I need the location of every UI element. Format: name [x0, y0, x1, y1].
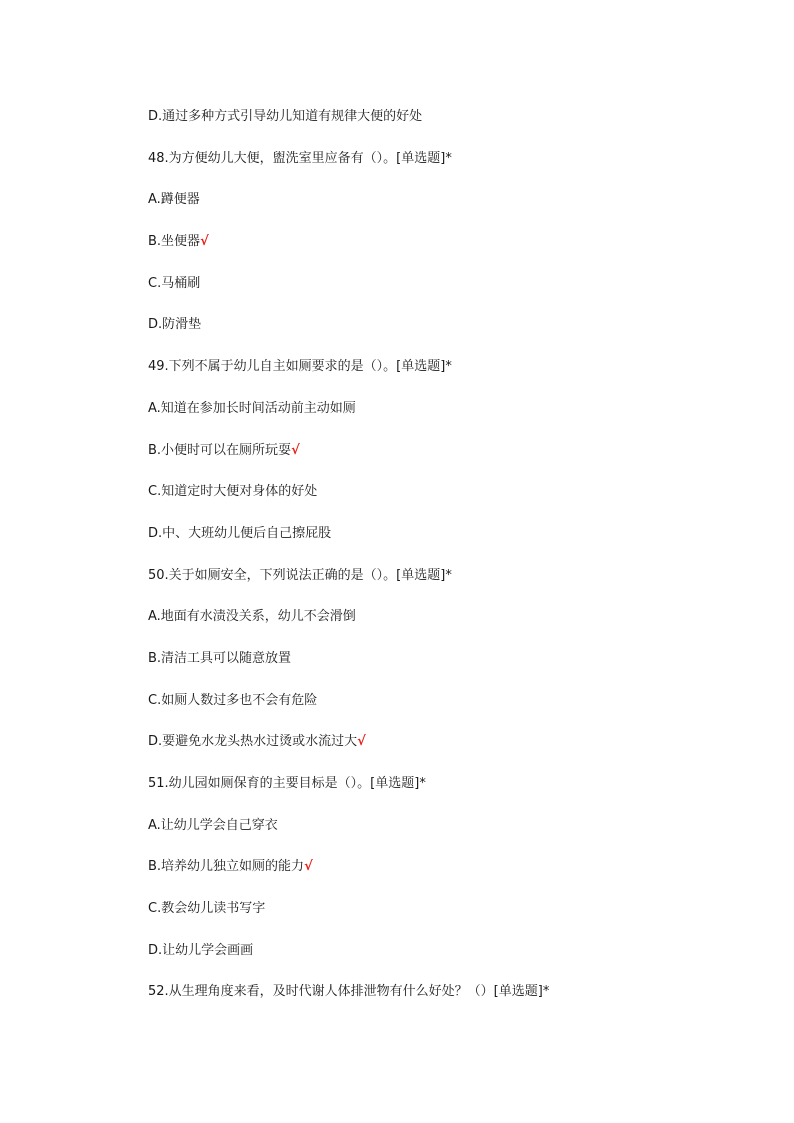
line-text: D.防滑垫: [148, 317, 202, 333]
line-text: C.马桶刷: [148, 275, 201, 291]
line-text: A.让幼儿学会自己穿衣: [148, 817, 278, 833]
option-line: [148, 441, 748, 461]
line-text: B.清洁工具可以随意放置: [148, 650, 292, 666]
question-line: [148, 774, 748, 794]
question-line: [148, 357, 748, 377]
option-line: [148, 524, 748, 544]
option-line: [148, 691, 748, 711]
document-page: [148, 107, 748, 1024]
line-text: A.蹲便器: [148, 192, 200, 208]
option-line: [148, 399, 748, 419]
line-text: B.坐便器: [148, 234, 201, 250]
option-line: [148, 607, 748, 627]
line-text: D.让幼儿学会画画: [148, 942, 254, 958]
line-text: 48.为方便幼儿大便，盥洗室里应备有（）。[单选题]*: [148, 150, 452, 166]
option-line: [148, 232, 748, 252]
option-line: [148, 941, 748, 961]
correct-checkmark: √: [304, 859, 313, 875]
option-line: [148, 732, 748, 752]
line-text: D.要避免水龙头热水过烫或水流过大: [148, 734, 358, 750]
question-line: [148, 149, 748, 169]
question-line: [148, 982, 748, 1002]
line-text: D.通过多种方式引导幼儿知道有规律大便的好处: [148, 109, 423, 124]
option-line: [148, 649, 748, 669]
line-text: B.培养幼儿独立如厕的能力: [148, 859, 305, 875]
line-text: 49.下列不属于幼儿自主如厕要求的是（）。[单选题]*: [148, 359, 452, 375]
correct-checkmark: √: [291, 442, 300, 458]
option-line: [148, 274, 748, 294]
line-text: 50.关于如厕安全，下列说法正确的是（）。[单选题]*: [148, 567, 452, 583]
line-text: 51.幼儿园如厕保育的主要目标是（）。[单选题]*: [148, 776, 426, 791]
option-line: [148, 816, 748, 836]
line-text: A.知道在参加长时间活动前主动如厕: [148, 400, 356, 416]
correct-checkmark: √: [200, 234, 209, 250]
option-line: [148, 315, 748, 335]
line-text: 52.从生理角度来看，及时代谢人体排泄物有什么好处？（）[单选题]*: [148, 984, 550, 1000]
line-text: C.如厕人数过多也不会有危险: [148, 692, 318, 708]
question-line: [148, 107, 748, 127]
line-text: A.地面有水渍没关系，幼儿不会滑倒: [148, 609, 356, 625]
line-text: D.中、大班幼儿便后自己擦屁股: [148, 525, 332, 541]
option-line: [148, 190, 748, 210]
line-text: C.知道定时大便对身体的好处: [148, 484, 318, 500]
line-text: C.教会幼儿读书写字: [148, 901, 266, 917]
option-line: [148, 482, 748, 502]
option-line: [148, 857, 748, 877]
question-line: [148, 566, 748, 586]
line-text: B.小便时可以在厕所玩耍: [148, 442, 292, 458]
correct-checkmark: √: [357, 734, 366, 750]
option-line: [148, 899, 748, 919]
